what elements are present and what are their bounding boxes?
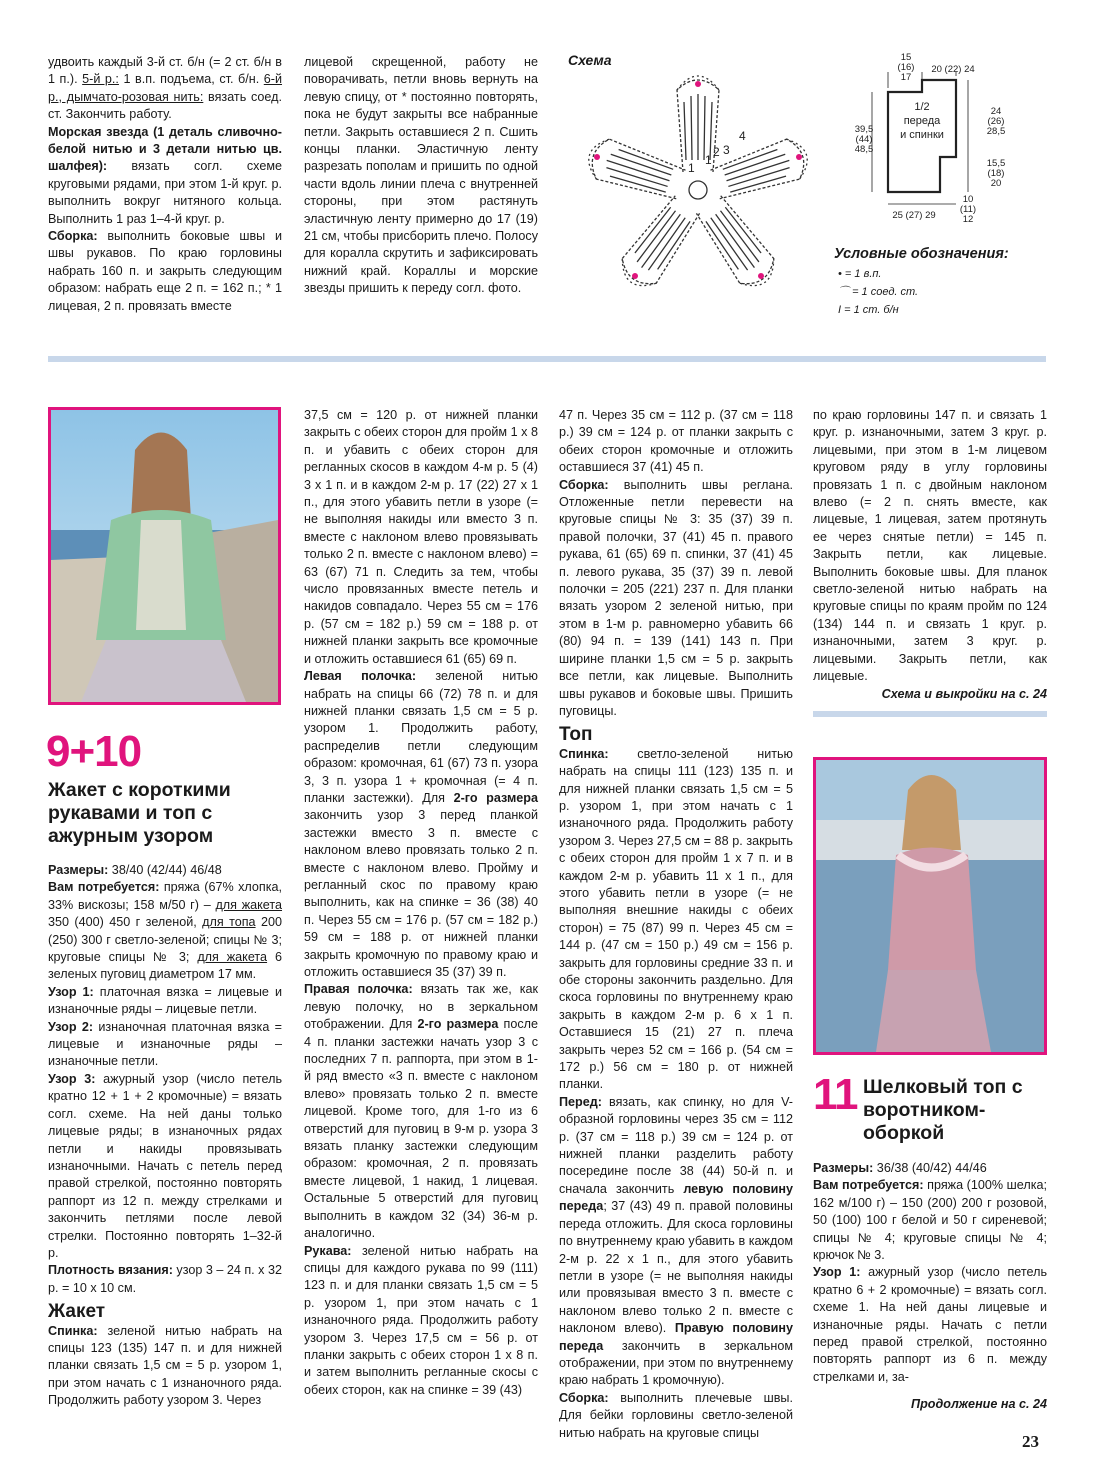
svg-text:(11): (11)	[959, 204, 977, 215]
model-photo-jacket	[48, 407, 281, 705]
text-column-4-bottom: Размеры: 36/38 (40/42) 44/46 Вам потребуется: пряжа (100% шелка; 162 м/100 г) – 150 (200) 200 г розовой, 50 (100) 100 г белой и 50 г сиреневой; спицы № 4; круговые спицы № 4; крючок № 3. Узор 1: ажурный узор (число петель кратно 6 + 2 кромочные) = вязать согл. схеме 1. На ней даны лицевые и изнаночные ряды. Начать с петли перед правой стрелкой, постоянно повторять раппорт из 6 п. между стрелками и, за- Продолжение на с. 24	[813, 1160, 1047, 1414]
dim-bottom-left: 25 (27) 29	[892, 210, 936, 221]
schema-label: Схема	[568, 52, 612, 68]
legend-item-sc: I = 1 ст. б/н	[838, 304, 899, 316]
svg-text:12: 12	[962, 214, 974, 224]
dim-right-lower: 15,5	[986, 158, 1006, 169]
svg-text:(16): (16)	[897, 62, 915, 73]
dim-top-left: 15	[900, 52, 912, 63]
section-title-jacket: Жакет с короткими рукавами и топ с ажурным узором	[48, 779, 231, 847]
top-text-column-2: лицевой скрещенной, работу не поворачивать, петли вновь вернуть на левую спицу, от * постоянно повторять, пока не будут закрыты все набранные петли. Закрыть оставшиеся 2 п. Сшить концы планки. Эластичную ленту разрезать пополам и пришить по одной части вдоль линии плеча с внутренней стороны, при этом растянуть эластичную ленту примерно до 17 (19) 21 см, чтобы присборить плечо. Полосу для коралла скрутить и зафиксировать нижний край. Кораллы и морские звезды пришить к переду согл. фото.	[304, 55, 538, 296]
starfish-schema-diagram	[565, 60, 830, 310]
text-column-4: по краю горловины 147 п. и связать 1 круг. р. изнаночными, затем 3 круг. р. лицевыми, при этом в 1-м лицевом круговом ряду в углу горловины провязать 1 п. с двойным наклоном влево (= 2 п. снять вместе, как лицевые, 1 лицевая, затем протянуть ее через снятые петли) = 145 п. Закрыть петли, как лицевые. Выполнить боковые швы. Для планок светло-зеленой нитью набрать на круговые спицы по краям пройм по 124 (134) 144 п. и связать 1 круг. р. изнаночными, затем 3 круг. р. лицевыми. Закрыть петли, как лицевые. Схема и выкройки на с. 24	[813, 407, 1047, 703]
heading-jacket: Жакет	[48, 1301, 106, 1323]
reference-schema: Схема и выкройки на с. 24	[881, 686, 1047, 701]
top-text-column-1: удвоить каждый 3-й ст. б/н (= 2 ст. б/н в 1 п.). 5-й р.: 1 в.п. подъема, ст. б/н. 6-й р., дымчато-розовая нить: вязать соед. ст. Закончить работу. Морская звезда (1 деталь сливочно-белой нитью и 3 детали нитью цв. шалфея): вязать согл. схеме круговыми рядами, при этом 1-й круг. р. выполнить вокруг нитяного кольца. Выполнить 1 раз 1–4-й круг. р. Сборка: выполнить боковые швы и швы рукавов. По краю горловины набрать 160 п. и закрыть следующим образом: набрать еще 2 п. = 162 п.; * 1 лицевая, 2 п. провязать вместе	[48, 55, 283, 313]
schema-row-number-3: 3	[723, 143, 730, 157]
section-divider	[48, 356, 1046, 362]
heading-top: Топ	[559, 724, 593, 746]
svg-text:(44): (44)	[855, 134, 873, 145]
legend-item-chain: • = 1 в.п.	[838, 268, 882, 280]
text-column-3: 47 п. Через 35 см = 112 р. (37 см = 118 р.) 39 см = 124 р. от планки закрыть с обеих сторон кромочные и отложить оставшиеся 37 (41) 45 п. Сборка: выполнить швы реглана. Отложенные петли перевести на круговые спицы № 3: 35 (37) 39 п. правой полочки, 37 (41) 45 п. правого рукава, 61 (65) 69 п. спинки, 37 (41) 45 п. левого рукава, 35 (37) 39 п. левой полочки = 205 (221) 237 п. Для планки вязать узором 2 зеленой нитью, при этом в 1-м р. равномерно убавить 66 (80) 94 п. = 139 (141) 143 п. При ширине планки 1,5 см = 5 р. закрыть все петли, как лицевые. Выполнить швы рукавов и боковые швы. Пришить пуговицы. Топ Спинка: светло-зеленой нитью набрать на спицы 111 (123) 135 п. и для нижней планки связать 1,5 см = 5 р. узором 1, при этом начать с 1 изнаночного ряда. Продолжить работу узором 3. Через 27,5 см = 88 р. закрыть с обеих сторон для пройм 1 x 7 п. и в каждом 2-м р. убавить 11 x 1 п., для этого убавить петли в узоре (= не выполняя внешние накиды с обеих сторон) = 75 (87) 99 п. Через 45 см = 144 р. (47 см = 150 р.) 49 см = 156 р. закрыть для горловины средние 33 п. и обе стороны закончить раздельно. Для скоса горловины по внутреннему краю закрыть в каждом 2-м р. 6 x 1 п. Оставшиеся 15 (21) 27 п. плеча закрыть через 52 см = 166 р. (54 см = 172 р.) 56 см = 180 р. от нижней планки. Перед: вязать, как спинку, но для V-образной горловины через 35 см = 112 р. (37 см = 118 р.) 39 см = 124 р. от нижней планки разделить работу посередине после 38 (44) 50-й п. и сначала закончить левую половину переда; 37 (43) 49 п. правой половины переда отложить. Для скоса горловины по внутреннему краю убавить в каждом 2-м р. 22 x 1 п., для этого убавить петли в узоре (= не выполняя накиды или провязывая вместо 3 п. вместе с наклоном влево только 2 п. вместе с наклоном влево). Правую половину переда закончить в зеркальном отображении, при этом по внутреннему краю набрать 1 кромочную). Сборка: выполнить плечевые швы. Для бейки горловины светло-зеленой нитью набрать на круговые спицы	[559, 408, 793, 1440]
svg-text:(18): (18)	[987, 168, 1005, 179]
svg-text:и спинки: и спинки	[900, 129, 944, 141]
pattern-diagram	[850, 52, 1040, 224]
single-crochet-icon: I	[838, 304, 842, 316]
dim-right-upper: 24	[990, 106, 1002, 117]
text-column-2: 37,5 см = 120 р. от нижней планки закрыть с обеих сторон для пройм 1 x 8 п. и убавить с обеих сторон для регланных скосов в каждом 4-м р. 5 (4) 3 x 1 п. и в каждом 2-м р. 17 (22) 27 x 1 п., для этого убавить петли в узоре (= не выполняя накиды или вместо 3 п. вместе с наклоном влево провязывать только 2 п. вместе с наклоном влево) = 63 (67) 71 п. Следить за тем, чтобы число провязанных вместе петель и накидов совпадало. Через 55 см = 176 р. (57 см = 182 р.) 59 см = 188 р. от нижней планки закрыть все кромочные и отложить оставшиеся 61 (65) 69 п. Левая полочка: зеленой нитью набрать на спицы 66 (72) 78 п. и для нижней планки связать 1,5 см = 5 р. узором 1. Продолжить работу, распределив петли следующим образом: кромочная, 61 (67) 73 п. узора 3, 3 п. узора 1 + кромочная (= 4 п. планки застежки). Для 2-го размера закончить узор 3 перед планкой застежки вместо 3 п. вместе с наклоном влево провязать только 2 п. вместе с наклоном влево. Пройму и регланный скос по правому краю выполнить, как на спинке = 36 (38) 40 п. Через 55 см = 176 р. (57 см = 182 р.) 59 см = 188 р. от нижней планки закрыть кромочную по правому краю и отложить оставшиеся 35 (37) 39 п. Правая полочка: вязать так же, как левую полочку, но в зеркальном отображении. Для 2-го размера после 4 п. планки застежки начать узор 3 с последних 7 п. раппорта, при этом в 1-й ряд вместо «3 п. вместе с наклоном влево» провязать только 2 п. вместе лицевой. Кроме того, для 1-го из 6 отверстий для пуговиц в 9-м р. узора 3 вязать планку застежки следующим образом: кромочная, 2 п. провязать вместе лицевой, 1 накид, 1 лицевая. Остальные 5 отверстий для пуговиц выполнить в каждом 32 (34) 36-м р. аналогично. Рукава: зеленой нитью набрать на спицы для каждого рукава по 99 (111) 123 п. и для планки связать 1,5 см = 5 р. узором 1, при этом начать с 1 изнаночного ряда. Продолжить работу узором 3. Через 17,5 см = 56 р. от планки закрыть с обеих сторон 1 x 8 п. и затем выполнить регланные скосы с обеих сторон, как на спинке = 39 (43)	[304, 408, 538, 1397]
schema-row-number-1: 1	[705, 153, 712, 167]
page-number: 23	[1022, 1432, 1039, 1451]
chain-stitch-icon: •	[838, 268, 842, 280]
legend	[838, 265, 918, 319]
text-column-1: Размеры: 38/40 (42/44) 46/48 Вам потребуется: пряжа (67% хлопка, 33% вискозы; 158 м/50 г) – для жакета 350 (400) 450 г зеленой, для топа 200 (250) 300 г светло-зеленой; спицы № 3; круговые спицы № 3; для жакета 6 зеленых пуговиц диаметром 17 мм. Узор 1: платочная вязка = лицевые и изнаночные ряды – лицевые петли. Узор 2: изнаночная платочная вязка = лицевые и изнаночные ряды – изнаночные петли. Узор 3: ажурный узор (число петель кратно 12 + 1 + 2 кромочные) = вязать согл. схеме. На ней даны только лицевые ряды; в изнаночных рядах петли и накиды провязывать изнаночными. Начать с петель перед правой стрелкой, постоянно повторять раппорт из 12 п. между стрелками и закончить петлями после левой стрелки. Постоянно повторять 1–32-й р. Плотность вязания: узор 3 – 24 п. x 32 р. = 10 x 10 см. Жакет Спинка: зеленой нитью набрать на спицы 123 (135) 147 п. и для нижней планки связать 1,5 см = 5 р. узором 1, при этом начать с 1 изнаночного ряда. Продолжить работу узором 3. Через	[48, 863, 283, 1408]
svg-text:переда: переда	[903, 115, 941, 127]
dim-top-right: 20 (22) 24	[931, 64, 975, 75]
schema-row-number-1b: 1	[688, 161, 695, 175]
svg-text:(26): (26)	[987, 116, 1005, 127]
svg-text:28,5: 28,5	[986, 126, 1006, 137]
dim-left: 39,5	[854, 124, 874, 135]
legend-title: Условные обозначения:	[834, 246, 1009, 262]
section-divider-right	[813, 711, 1047, 717]
photo-silk-top-image	[816, 760, 1044, 1052]
svg-text:20: 20	[990, 178, 1002, 189]
pattern-inner-label: 1/2	[914, 101, 930, 113]
model-photo-silk-top	[813, 757, 1047, 1055]
section-number-11: 11	[813, 1070, 858, 1119]
schema-row-number-2: 2	[713, 145, 720, 159]
section-title-silk-top: Шелковый топ с воротником-оборкой	[863, 1076, 1023, 1144]
continued-note: Продолжение на с. 24	[911, 1397, 1047, 1412]
legend-item-slip: ⌒ = 1 соед. ст.	[838, 286, 919, 298]
schema-row-number-4: 4	[739, 129, 746, 143]
dim-bottom-right: 10	[962, 194, 974, 205]
svg-text:48,5: 48,5	[854, 144, 874, 155]
photo-jacket-image	[51, 410, 278, 702]
section-number-9-10: 9+10	[46, 727, 142, 776]
svg-text:17: 17	[900, 72, 912, 83]
slip-stitch-icon: ⌒	[838, 286, 849, 298]
